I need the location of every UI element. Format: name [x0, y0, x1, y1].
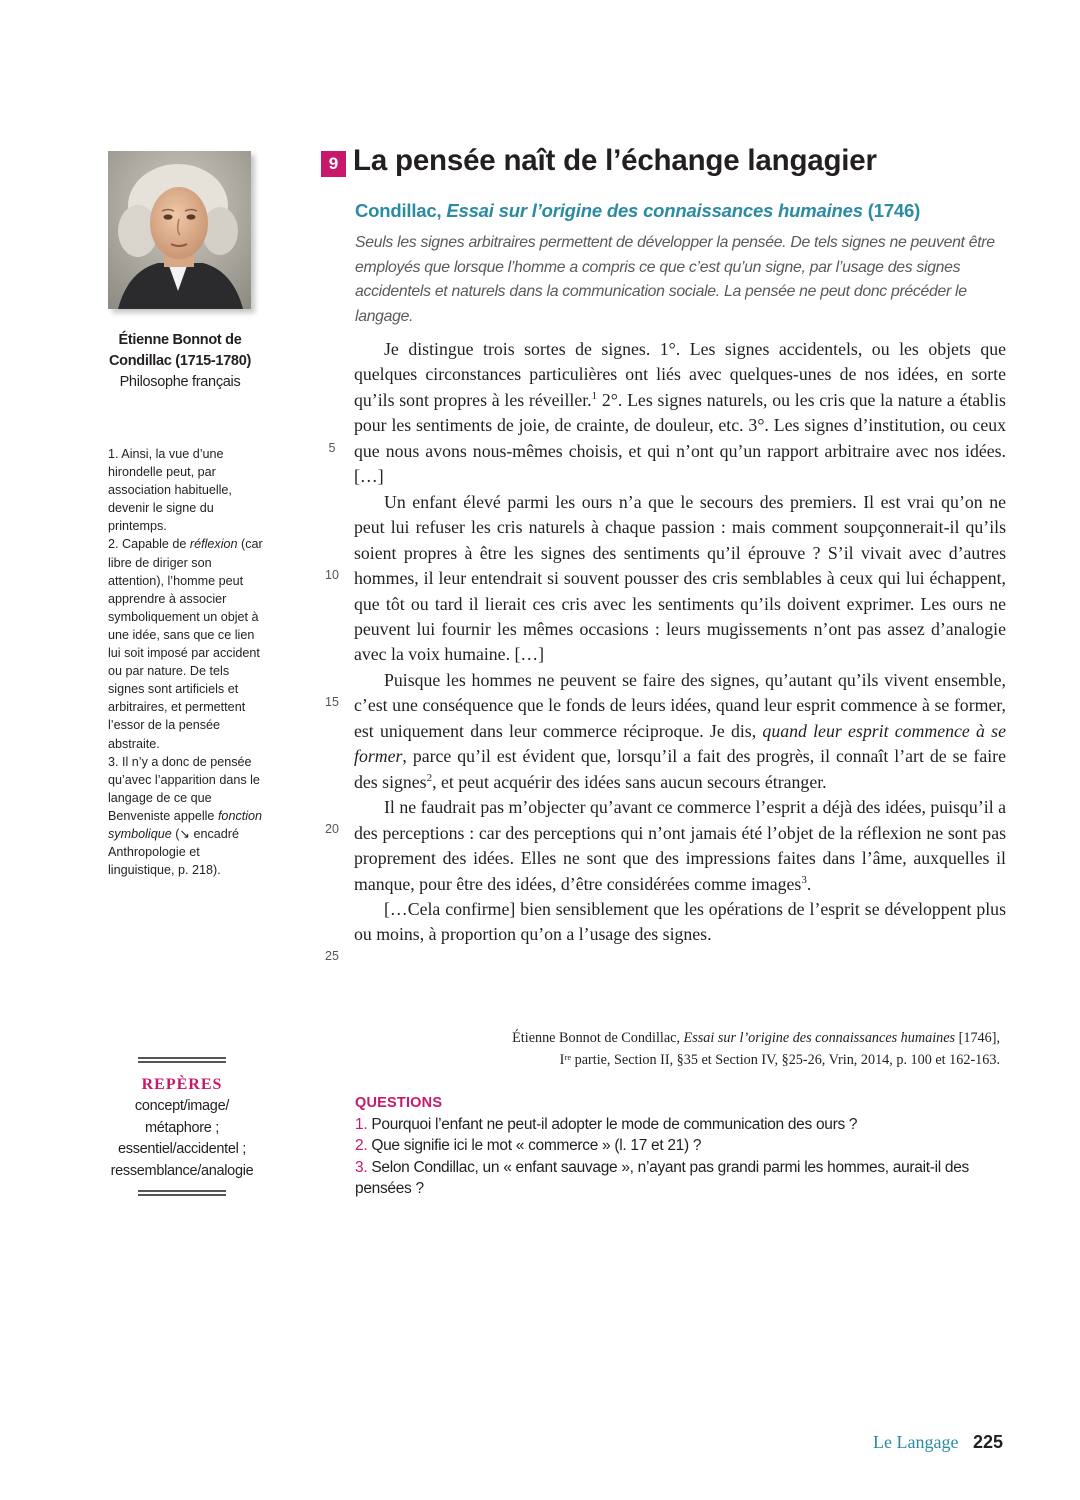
paragraph-4 [354, 795, 1006, 897]
portrait-caption [100, 330, 260, 393]
line-number-20: 20 [325, 822, 339, 836]
footnote-2 [108, 535, 268, 752]
question-3 [355, 1157, 1005, 1199]
source-year: [1746], [955, 1030, 1000, 1046]
reperes-title: REPÈRES [141, 1076, 223, 1093]
question-3-text: Selon Condillac, un « enfant sauvage », n’ayant pas grandi parmi les hommes, aurait-il des pensées ? [355, 1158, 969, 1197]
paragraph-1-a: Je distingue trois sortes de signes. 1°. Les signes accidentels, ou les objets que quelques circonstances particulières ont liés avec quelques-unes de nos idées, en sorte qu’ils sont propres à les réveiller. [354, 339, 1006, 410]
paragraph-3-b: , parce qu’il est évident que, lorsqu’il a fait des progrès, il connaît l’art de se faire des signes [354, 746, 1006, 792]
subtitle-work: Essai sur l’origine des connaissances humaines [446, 200, 863, 221]
reperes-box [108, 1057, 256, 1196]
questions-title: QUESTIONS [355, 1095, 443, 1111]
paragraph-1-b: 2°. Les signes naturels, ou les cris que la nature a établis pour les sentiments de joie, de crainte, de douleur, etc. 3°. Les signes d’institution, ou ceux que nous avons nous-mêmes choisis, et qui n’ont qu’un rapport arbitraire avec nos idées. […] [354, 389, 1006, 487]
reperes-line-1: concept/image/ [134, 1098, 230, 1114]
footnote-1: 1. Ainsi, la vue d’une hirondelle peut, par association habituelle, devenir le signe du printemps. [108, 447, 232, 534]
question-1-text: Pourquoi l’enfant ne peut-il adopter le mode de communication des ours ? [367, 1116, 858, 1134]
paragraph-4-b: . [806, 873, 812, 894]
line-number-15: 15 [325, 695, 339, 709]
footnote-2-emphasis: réflexion [189, 537, 238, 552]
paragraph-3-c: , et peut acquérir des idées sans aucun secours étranger. [432, 771, 827, 792]
reperes-top-rule [138, 1057, 226, 1063]
page-title: La pensée naît de l’échange langagier [353, 144, 877, 177]
paragraph-3-a: Puisque les hommes ne peuvent se faire des signes, qu’autant qu’ils vivent ensemble, c’est une conséquence que le fonds de leurs idées, quand leur esprit commence à se former, est uniquement dans leur commerce réciproque. Je dis, [354, 669, 1006, 741]
footnote-2-text-b: (car libre de diriger son attention), l’homme peut apprendre à associer symboliquement un objet à une idée, sans que ce lien lui soit imposé par accident ou par nature. De tels signes sont artificiels et arbitraires, et permettent l’essor de la pensée abstraite. [108, 537, 263, 751]
line-number-25: 25 [325, 949, 339, 963]
line-number-10: 10 [325, 568, 339, 582]
intro-summary: Seuls les signes arbitraires permettent de développer la pensée. De tels signes ne peuvent être employés que lorsque l’homme a compris ce que c’est qu’un signe, par l’usage des signes accidentels et naturels dans la communication sociale. La pensée ne peut donc précéder le langage. [355, 234, 995, 326]
question-1-number: 1. [355, 1116, 368, 1134]
subtitle [355, 200, 920, 222]
page-number: 225 [972, 1432, 1003, 1452]
footnote-ref-2[interactable]: 2 [426, 771, 433, 784]
footer-chapter-label: Le Langage [873, 1432, 959, 1452]
question-3-number: 3. [355, 1158, 368, 1176]
footnote-ref-3[interactable]: 3 [801, 873, 807, 886]
reperes-bottom-rule [138, 1190, 226, 1196]
source-line-1 [360, 1028, 1000, 1050]
footnote-3-text-b: (↘ encadré Anthropologie et linguistique, p. 218). [108, 826, 239, 878]
paragraph-4-a: Il ne faudrait pas m’objecter qu’avant ce commerce l’esprit a déjà des idées, puisqu’il a des perceptions : car des perceptions qui n’ont jamais été l’objet de la réflexion ne sont pas proprement des idées. Elles ne sont que des impressions faites dans l’âme, auxquelles il manque, pour être des idées, d’être considérées comme images [354, 797, 1006, 894]
source-author: Étienne Bonnot de Condillac, [512, 1030, 684, 1046]
footnote-3 [108, 753, 268, 880]
section-number-badge: 9 [321, 151, 346, 177]
question-2 [355, 1135, 1005, 1156]
portrait-name: Étienne Bonnot de Condillac (1715-1780) [109, 332, 251, 369]
footnote-3-text-a: 3. Il n’y a donc de pensée qu’avec l’apparition dans le langage de ce que Benveniste appelle [108, 754, 260, 823]
paragraph-2: Un enfant élevé parmi les ours n’a que le secours des premiers. Il est vrai qu’on ne peut lui refuser les cris naturels à chaque passion : mais comment soupçonnerait-il qu’ils soient propres à être les signes des sentiments qu’il éprouve ? S’il vivait avec d’autres hommes, il leur entendrait si souvent pousser des cris semblables à ceux qui lui échappent, que tôt ou tard il lierait ces cris avec les sentiments qu’ils doivent exprimer. Les ours ne peuvent lui fournir les mêmes occasions : leurs mugissements n’ont pas assez d’analogie avec la voix humaine. […] [354, 491, 1006, 665]
portrait-image [108, 151, 251, 309]
reperes-body [108, 1096, 256, 1182]
paragraph-1 [354, 337, 1006, 490]
paragraph-5: […Cela confirme] bien sensiblement que les opérations de l’esprit se développent plus ou moins, à proportion qu’on a l’usage des signes. [354, 898, 1006, 945]
question-2-text: Que signifie ici le mot « commerce » (l. 17 et 21) ? [367, 1137, 702, 1155]
paragraph-3-emphasis: quand leur esprit commence à se former [354, 720, 1006, 767]
footnotes [108, 445, 268, 879]
footnote-ref-1[interactable]: 1 [591, 389, 598, 402]
main-text [354, 337, 1006, 948]
question-2-number: 2. [355, 1137, 368, 1155]
reperes-line-3: essentiel/accidentel ; [117, 1141, 246, 1157]
reperes-line-2: métaphore ; [144, 1119, 220, 1136]
reperes-line-4: ressemblance/analogie [110, 1162, 254, 1179]
subtitle-year: (1746) [862, 200, 921, 221]
page-footer [873, 1432, 1003, 1453]
question-1 [355, 1114, 1005, 1135]
source-citation [360, 1028, 1000, 1071]
line-number-5: 5 [328, 441, 336, 455]
footnote-3-emphasis: fonction symbolique [108, 808, 263, 841]
subtitle-author: Condillac, [355, 200, 447, 221]
portrait-painting [108, 151, 251, 309]
source-line-2: Iʳᵉ partie, Section II, §35 et Section IV, §25-26, Vrin, 2014, p. 100 et 162-163. [559, 1051, 1000, 1068]
portrait-role: Philosophe français [119, 374, 241, 390]
source-work: Essai sur l’origine des connaissances humaines [683, 1030, 956, 1046]
questions-block [355, 1093, 1005, 1199]
paragraph-3 [354, 668, 1006, 795]
footnote-2-text-a: 2. Capable de [108, 537, 190, 552]
